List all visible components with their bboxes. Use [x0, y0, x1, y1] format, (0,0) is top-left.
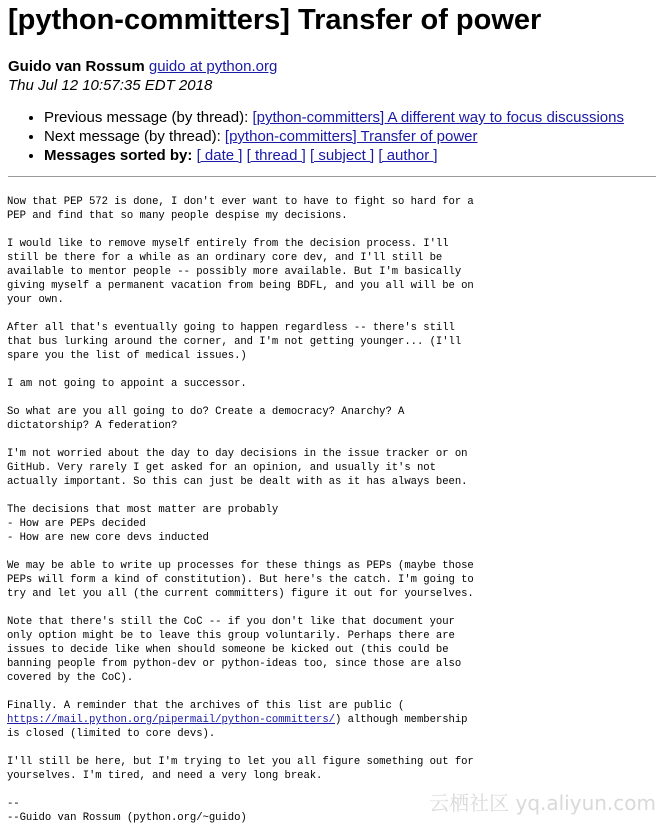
body-text-part1: Now that PEP 572 is done, I don't ever want to have to fight so hard for a PEP and find that so many people despise my decisions. I would like to remove myself entirely from the decision process. I'll still be there for a while as an ordinary core dev, and I'll still be available to mentor people -- possibly more available. But I'm basically giving myself a permanent vacation from being BDFL, and you all will be on your own. After all that's eventually going to happen regardless -- there's still that bus lurking around the corner, and I'm not getting younger... (I'll spare you the list of medical issues.) I am not going to appoint a successor. So what are you all going to do? Create a democracy? Anarchy? A dictatorship? A federation? I'm not worried about the day to day decisions in the issue tracker or on GitHub. Very rarely I get asked for an opinion, and usually it's not actually important. So this can just be dealt with as it has always been. The decisions that most matter are probably - How are PEPs decided - How are new core devs inducted We may be able to write up processes for these things as PEPs (maybe those PEPs will form a kind of constitution). But here's the catch. I'm going to try and let you all (the current committers) figure it out for yourselves. Note that there's still the CoC -- if you don't like that document your only option might be to leave this group voluntarily. Perhaps there are issues to decide like when should someone be kicked out (this could be banning people from python-dev or python-ideas too, since those are also covered by the CoC). Finally. A reminder that the archives of this list are public (	[7, 196, 474, 712]
message-body	[7, 195, 474, 825]
body-text-part2: ) although membership is closed (limited to core devs). I'll still be here, but I'm trying to let you all figure something out for yourselves. I'm tired, and need a very long break. -- --Guido van Rossum (python.org/~guido)	[7, 714, 474, 824]
divider	[8, 176, 656, 177]
nav-previous	[44, 108, 664, 127]
author-name: Guido van Rossum	[8, 58, 145, 75]
prev-message-link[interactable]: [python-committers] A different way to focus discussions	[252, 109, 624, 126]
sort-author-link[interactable]: [ author ]	[378, 147, 438, 164]
message-navigation	[0, 108, 664, 165]
archive-link[interactable]: https://mail.python.org/pipermail/python-committers/	[7, 714, 335, 726]
watermark: 云栖社区 yq.aliyun.com	[429, 791, 656, 815]
next-label: Next message (by thread):	[44, 128, 221, 145]
sorted-label: Messages sorted by:	[44, 147, 193, 164]
author-email-link[interactable]: guido at python.org	[148, 58, 278, 75]
message-header	[8, 57, 277, 95]
nav-next	[44, 127, 664, 146]
message-date: Thu Jul 12 10:57:35 EDT 2018	[8, 77, 213, 94]
sort-subject-link[interactable]: [ subject ]	[309, 147, 375, 164]
next-message-link[interactable]: [python-committers] Transfer of power	[224, 128, 478, 145]
page-title: [python-committers] Transfer of power	[8, 4, 542, 36]
nav-sorted	[44, 146, 664, 165]
sort-thread-link[interactable]: [ thread ]	[246, 147, 306, 164]
prev-label: Previous message (by thread):	[44, 109, 249, 126]
sort-date-link[interactable]: [ date ]	[196, 147, 243, 164]
